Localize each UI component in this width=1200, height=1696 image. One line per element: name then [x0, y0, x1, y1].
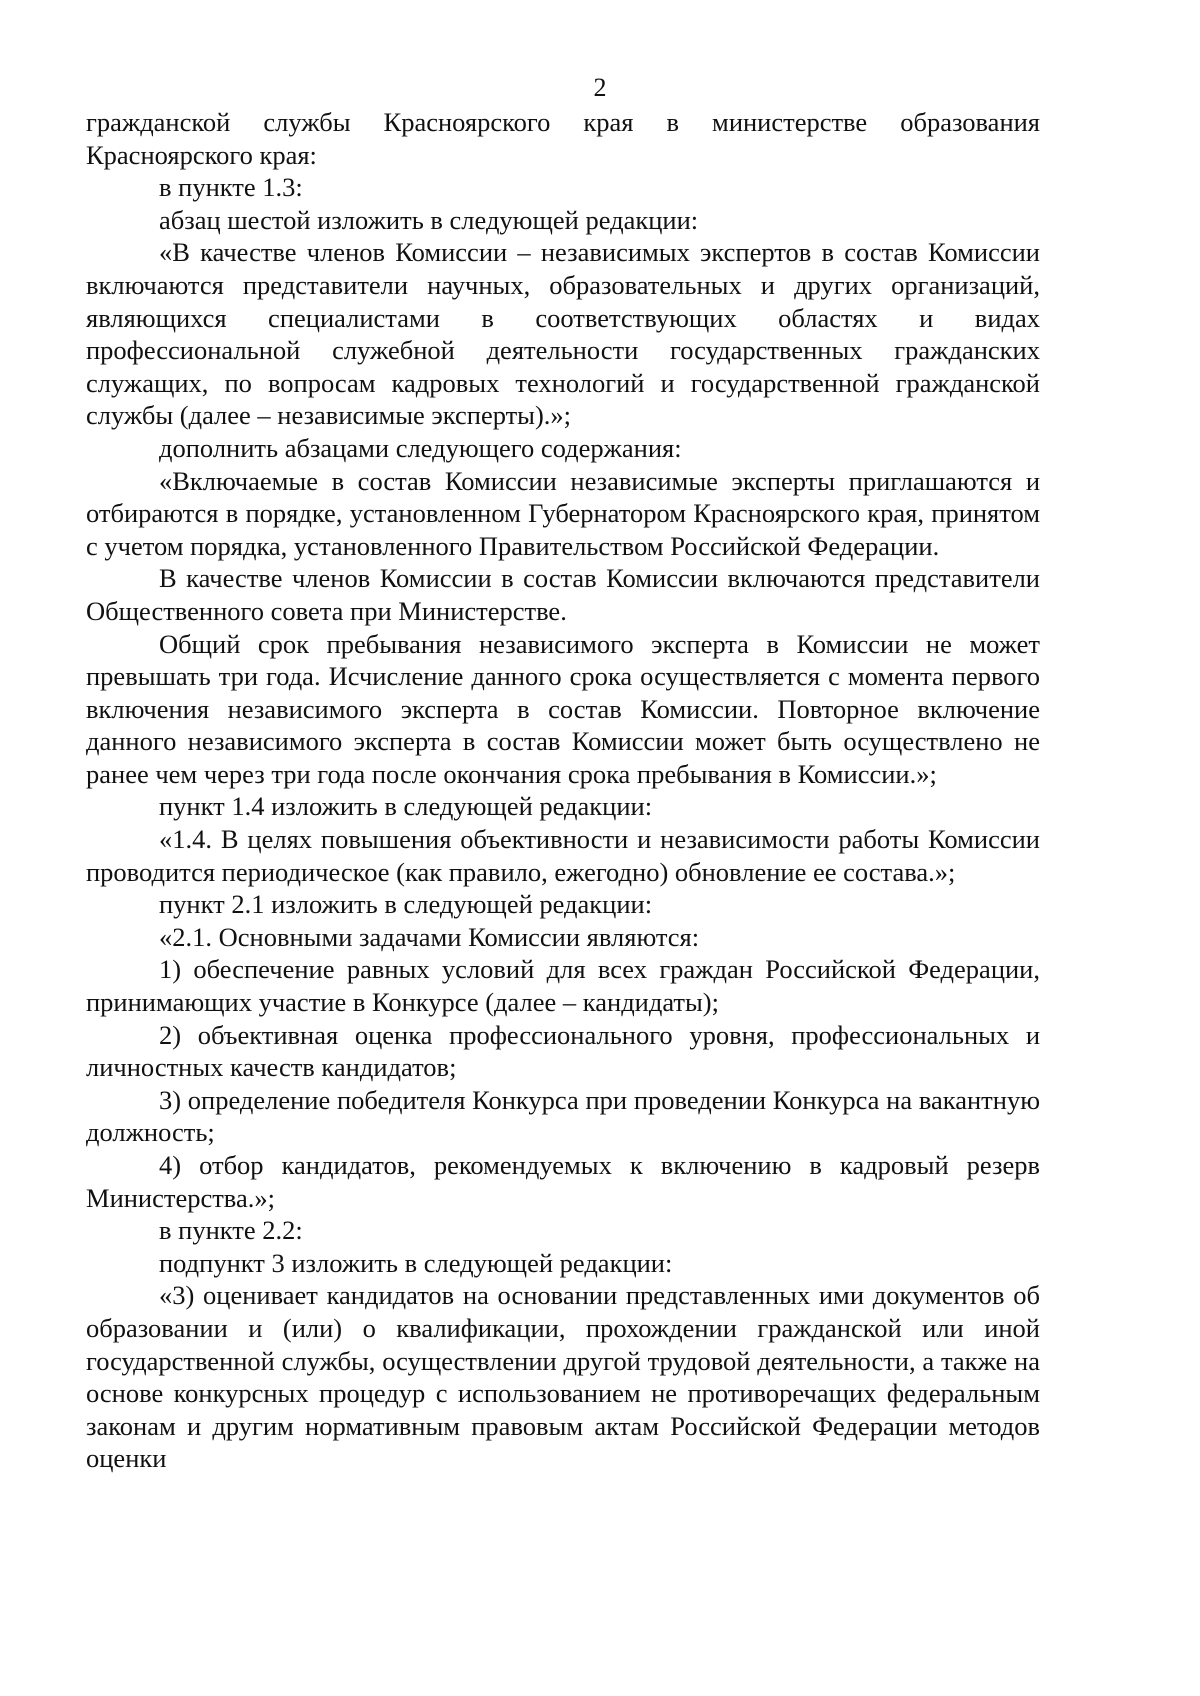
document-body	[86, 106, 1040, 1475]
page-number: 2	[593, 73, 607, 102]
paragraph: «Включаемые в состав Комиссии независимые эксперты приглашаются и отбираются в порядке, установленном Губернатором Красноярского края, принятом с учетом порядка, установленного Правительством Российской Федерации.	[86, 465, 1040, 561]
paragraph: «В качестве членов Комиссии – независимых экспертов в состав Комиссии включаются представители научных, образовательных и других организаций, являющихся специалистами в соответствующих областях и видах профессиональной служебной деятельности государственных гражданских служащих, по вопросам кадровых технологий и государственной гражданской службы (далее – независимые эксперты).»;	[86, 237, 1040, 431]
paragraph: Общий срок пребывания независимого эксперта в Комиссии не может превышать три года. Исчисление данного срока осуществляется с момента первого включения независимого эксперта в состав Комиссии. Повторное включение данного независимого эксперта в состав Комиссии может быть осуществлено не ранее чем через три года после окончания срока пребывания в Комиссии.»;	[86, 628, 1040, 789]
paragraph: 1) обеспечение равных условий для всех граждан Российской Федерации, принимающих участие в Конкурсе (далее – кандидаты);	[86, 954, 1040, 1018]
paragraph: пункт 2.1 изложить в следующей редакции:	[159, 889, 653, 920]
paragraph: 2) объективная оценка профессионального уровня, профессиональных и личностных качеств кандидатов;	[86, 1019, 1040, 1083]
paragraph: подпункт 3 изложить в следующей редакции:	[159, 1247, 673, 1278]
paragraph: «3) оценивает кандидатов на основании представленных ими документов об образовании и (или) о квалификации, прохождении гражданской или иной государственной службы, осуществлении другой трудовой деятельности, а также на основе конкурсных процедур с использованием не противоречащих федеральным законам и другим нормативным правовым актам Российской Федерации методов оценки	[86, 1280, 1040, 1474]
paragraph: «2.1. Основными задачами Комиссии являются:	[159, 921, 700, 952]
paragraph: «1.4. В целях повышения объективности и независимости работы Комиссии проводится периодическое (как правило, ежегодно) обновление ее состава.»;	[86, 824, 1040, 887]
paragraph: в пункте 2.2:	[159, 1215, 303, 1246]
paragraph: 3) определение победителя Конкурса при проведении Конкурса на вакантную должность;	[86, 1084, 1040, 1148]
paragraph: абзац шестой изложить в следующей редакции:	[159, 204, 699, 235]
paragraph: дополнить абзацами следующего содержания:	[159, 432, 682, 463]
paragraph: в пункте 1.3:	[159, 172, 303, 203]
paragraph: пункт 1.4 изложить в следующей редакции:	[159, 791, 653, 822]
paragraph: В качестве членов Комиссии в состав Комиссии включаются представители Общественного совета при Министерстве.	[86, 563, 1040, 626]
paragraph: 4) отбор кандидатов, рекомендуемых к включению в кадровый резерв Министерства.»;	[86, 1150, 1040, 1213]
paragraph: гражданской службы Красноярского края в министерстве образования Красноярского края:	[86, 107, 1040, 170]
